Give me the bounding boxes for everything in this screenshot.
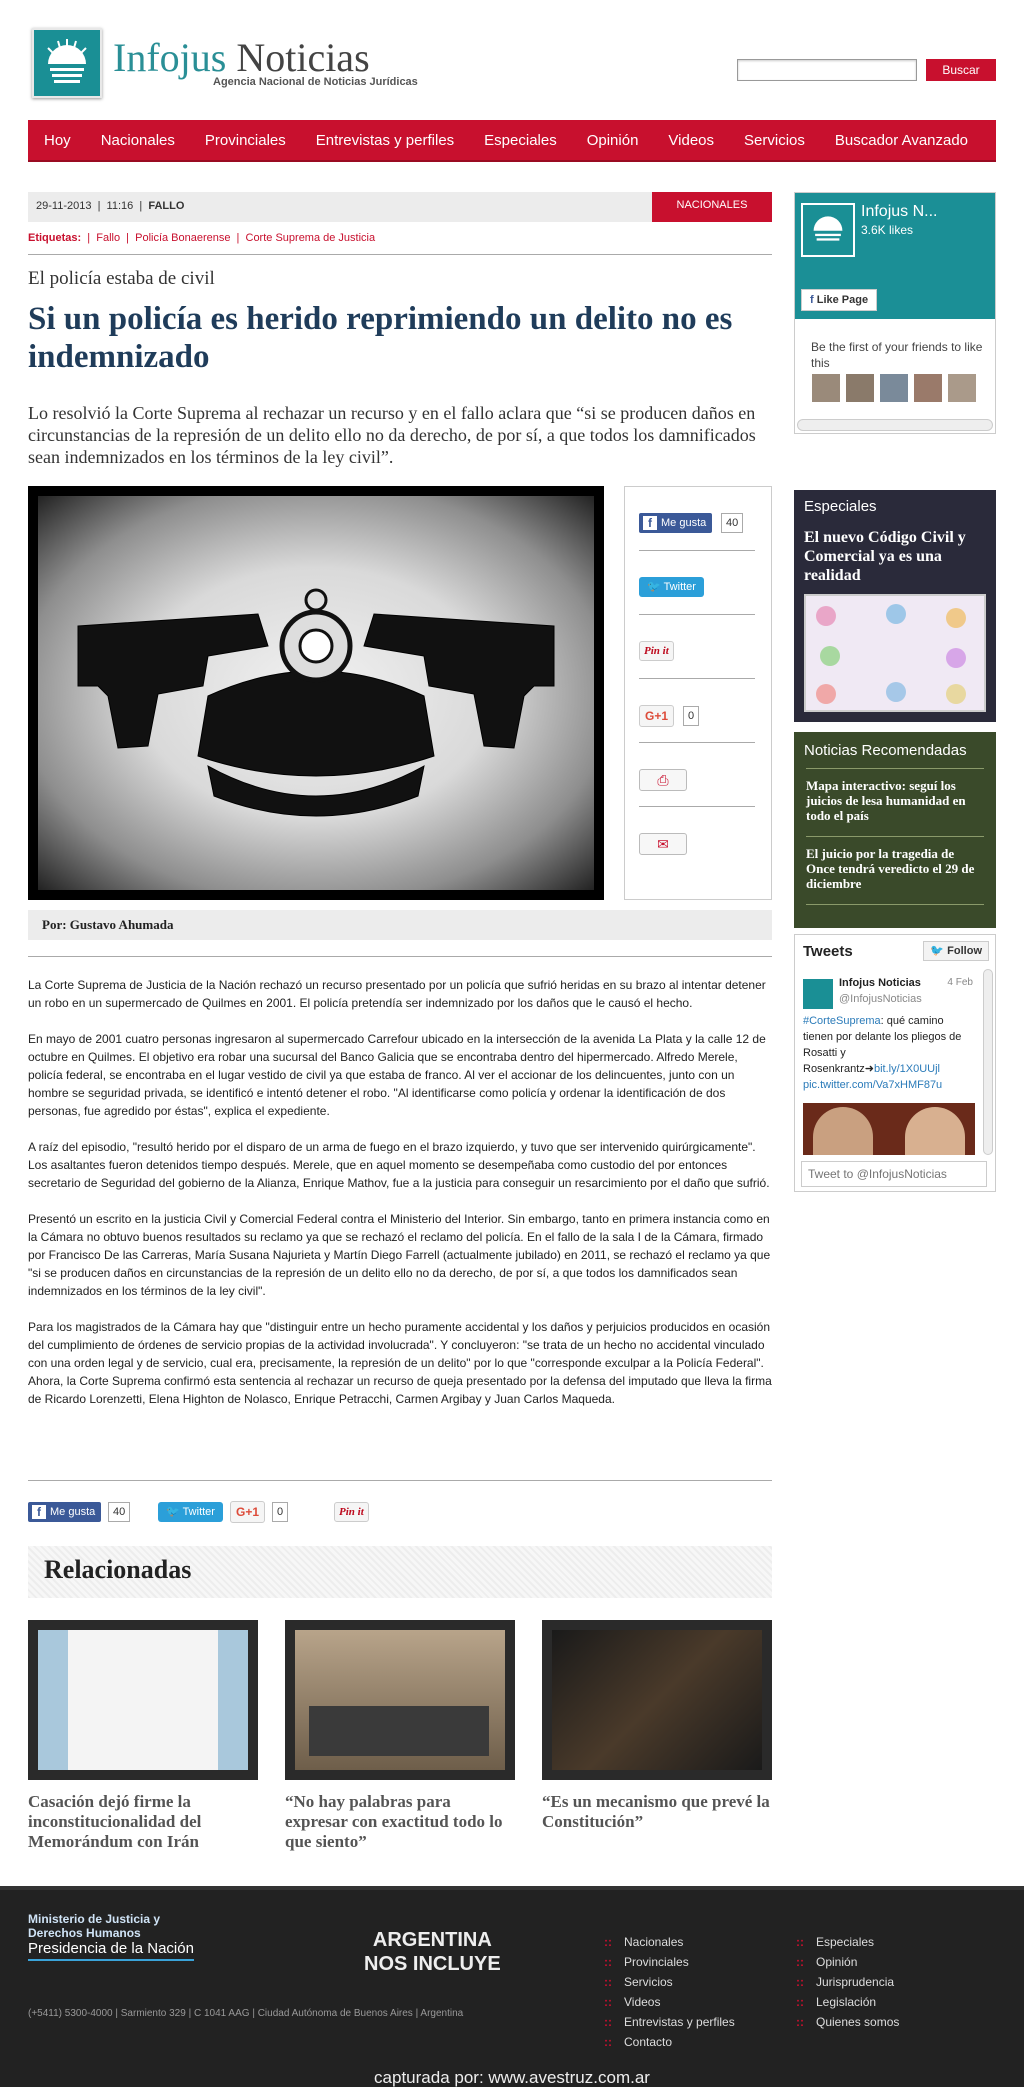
share-pinterest-row xyxy=(639,629,755,679)
google-plus-count: 0 xyxy=(683,706,699,726)
section-badge[interactable]: NACIONALES xyxy=(652,192,772,222)
footer-link[interactable]: :: Opinión xyxy=(796,1952,899,1972)
google-plus-count: 0 xyxy=(272,1502,288,1522)
facebook-icon: f xyxy=(32,1505,46,1519)
nav-buscador-avanzado[interactable]: Buscador Avanzado xyxy=(834,131,969,149)
facebook-like-button[interactable]: f Me gusta xyxy=(28,1502,101,1522)
article-photo xyxy=(28,486,604,900)
footer-link[interactable]: :: Servicios xyxy=(604,1972,735,1992)
author-bar xyxy=(28,910,772,940)
main-nav xyxy=(28,120,996,162)
email-icon[interactable]: ✉ xyxy=(639,833,687,855)
logo-subtitle: Agencia Nacional de Noticias Jurídicas xyxy=(213,76,418,88)
related-heading: Relacionadas xyxy=(44,1555,192,1584)
tweet-author-handle[interactable]: @InfojusNoticias xyxy=(839,993,922,1005)
divider xyxy=(806,836,984,837)
recomendadas-widget xyxy=(794,732,996,928)
facebook-like-button[interactable]: f Me gusta xyxy=(639,513,712,533)
related-title[interactable]: “No hay palabras para expresar con exactitud todo lo que siento” xyxy=(285,1792,503,1851)
related-header xyxy=(28,1546,772,1598)
twitter-bird-icon: 🐦 xyxy=(647,581,661,593)
especiales-widget xyxy=(794,490,996,722)
article-meta-bar xyxy=(28,192,772,222)
share-facebook-row xyxy=(639,501,755,551)
related-card[interactable] xyxy=(285,1620,515,1852)
related-title[interactable]: “Es un mecanismo que prevé la Constitución” xyxy=(542,1792,770,1831)
divider xyxy=(806,904,984,905)
share-email-row xyxy=(639,821,755,871)
google-plus-button[interactable]: G+1 xyxy=(230,1501,265,1523)
tag-link[interactable]: Policía Bonaerense xyxy=(135,232,231,244)
site-logo[interactable] xyxy=(28,24,418,100)
nav-nacionales[interactable]: Nacionales xyxy=(100,131,175,149)
footer-links-col-2 xyxy=(796,1932,899,2032)
related-image xyxy=(28,1620,258,1780)
share-googleplus-row xyxy=(639,693,755,743)
facebook-friends-text: Be the first of your friends to like this xyxy=(811,340,983,370)
nav-provinciales[interactable]: Provinciales xyxy=(204,131,286,149)
pinterest-button[interactable]: Pin it xyxy=(334,1502,369,1522)
tweet-link[interactable]: bit.ly/1X0UUjl xyxy=(873,1063,940,1075)
recommended-link[interactable]: Mapa interactivo: seguí los juicios de lesa humanidad en todo el país xyxy=(806,778,966,823)
friend-avatar[interactable] xyxy=(811,373,841,403)
article-tags: Etiquetas: | Fallo | Policía Bonaerense | Corte Suprema de Justicia xyxy=(28,232,376,244)
especiales-heading: Especiales xyxy=(804,498,877,515)
site-footer xyxy=(0,1886,1024,2087)
twitter-bird-icon: 🐦 xyxy=(166,1506,180,1518)
nav-hoy[interactable]: Hoy xyxy=(44,131,71,149)
twitter-widget-heading: Tweets xyxy=(803,943,853,960)
especiales-image[interactable] xyxy=(804,594,986,712)
share-sidebar xyxy=(624,486,772,900)
body-paragraph: La Corte Suprema de Justicia de la Nación rechazó un recurso presentado por un policía que sufrió heridas en su brazo al intentar detener un robo en un supermercado de Quilmes en 2001. El policía pretendía ser indemnizado por los daños que le causó el hecho. xyxy=(28,978,766,1010)
capture-credit: capturada por: www.avestruz.com.ar xyxy=(374,2068,650,2087)
friend-avatar[interactable] xyxy=(879,373,909,403)
body-paragraph: A raíz del episodio, "resultó herido por el disparo de un arma de fuego en el brazo izquierdo, y tuvo que ser intervenido quirúrgicamente". Los asaltantes fueron detenidos tiempo después. Merele, que en aquel momento se desempeñaba como custodio del por entonces secretario de Seguridad del gobierno de la Alianza, Enrique Mathov, fue a la justicia para conseguir un resarcimiento por el daño que sufrió. xyxy=(28,1140,770,1190)
recommended-link[interactable]: El juicio por la tragedia de Once tendrá veredicto el 29 de diciembre xyxy=(806,846,975,891)
facebook-like-page-button[interactable]: f Like Page xyxy=(801,289,877,311)
facebook-icon: f xyxy=(643,516,657,530)
article-headline: Si un policía es herido reprimiendo un delito no es indemnizado xyxy=(28,301,733,375)
footer-links-col-1 xyxy=(604,1932,735,2052)
friend-avatar[interactable] xyxy=(845,373,875,403)
footer-link[interactable]: :: Especiales xyxy=(796,1932,899,1952)
footer-address: (+5411) 5300-4000 | Sarmiento 329 | C 1041 AAG | Ciudad Autónoma de Buenos Aires | Argentina xyxy=(28,2008,464,2019)
article-datetime: 29-11-2013 | 11:16 | FALLO xyxy=(36,200,185,212)
divider xyxy=(28,1480,772,1481)
facebook-page-name[interactable]: Infojus N... xyxy=(861,203,938,220)
twitter-widget xyxy=(794,934,996,1192)
related-card[interactable] xyxy=(542,1620,772,1832)
facebook-like-count: 40 xyxy=(721,513,743,533)
nav-especiales[interactable]: Especiales xyxy=(484,131,557,149)
twitter-bird-icon: 🐦 xyxy=(930,945,945,957)
footer-link[interactable]: :: Entrevistas y perfiles xyxy=(604,2012,735,2032)
horizontal-scrollbar[interactable] xyxy=(797,419,993,431)
article-lead: Lo resolvió la Corte Suprema al rechazar un recurso y en el fallo aclara que “si se producen daños en circunstancias de la represión de un delito ello no da derecho, de por sí, a que todos los damnificados sean indemnizados en los términos de la ley civil”. xyxy=(28,403,756,467)
argentina-nos-incluye-logo[interactable]: ARGENTINA NOS INCLUYE xyxy=(364,1929,501,1975)
facebook-page-widget xyxy=(794,192,996,434)
nav-entrevistas[interactable]: Entrevistas y perfiles xyxy=(315,131,455,149)
tweet-hashtag[interactable]: #CorteSuprema xyxy=(803,1015,881,1027)
nav-opinion[interactable]: Opinión xyxy=(586,131,639,149)
twitter-share-button[interactable]: 🐦 Twitter xyxy=(639,577,704,597)
facebook-page-logo-icon xyxy=(801,203,855,257)
tag-link[interactable]: Fallo xyxy=(96,232,121,244)
footer-link[interactable]: :: Quienes somos xyxy=(796,2012,899,2032)
tweet-avatar[interactable] xyxy=(803,979,833,1009)
tags-label: Etiquetas: xyxy=(28,232,82,244)
search-input[interactable] xyxy=(737,59,917,81)
pinterest-button[interactable]: Pin it xyxy=(639,641,674,661)
tag-link[interactable]: Corte Suprema de Justicia xyxy=(245,232,376,244)
logo-emblem-icon xyxy=(32,28,102,98)
article-author: Por: Gustavo Ahumada xyxy=(42,917,174,932)
twitter-share-button[interactable]: 🐦 Twitter xyxy=(158,1502,223,1522)
related-image xyxy=(285,1620,515,1780)
body-paragraph: En mayo de 2001 cuatro personas ingresaron al supermercado Carrefour ubicado en la intersección de la avenida La Plata y la calle 12 de octubre en Quilmes. El objetivo era robar una sucursal del Banco Galicia que se encontraba dentro del hipermercado. Alfredo Merele, policía federal, se encontraba en el lugar vestido de civil ya que estaba de franco. Al ver el accionar de los delincuentes, junto con un hombre se seguridad privada, se identificó e intentó detener el robo. "Al identificarse como policía y ordenar la identificación de dos personas, fue agredido por éstas", explica el expediente. xyxy=(28,1032,766,1118)
logo-title: Infojus Noticias xyxy=(113,35,370,80)
article-body xyxy=(28,976,772,1426)
body-paragraph: Para los magistrados de la Cámara hay que "distinguir entre un hecho puramente accidental y los daños y perjuicios producidos en ocasión del cumplimiento de órdenes de servicio propias de la actividad involucrada". Y concluyeron: "se trata de un hecho no accidental vinculado con una orden legal y de servicio, cual era, precisamente, la represión de un delito" por lo que "corresponde exculpar a la Policía Federal". Ahora, la Corte Suprema confirmó esta sentencia al rechazar un recurso de queja presentado por la defensa del imputado que lleva la firma de Ricardo Lorenzetti, Elena Highton de Nolasco, Enrique Petracchi, Carmen Argibay y Juan Carlos Maqueda. xyxy=(28,1320,772,1406)
tweet-image[interactable] xyxy=(803,1103,975,1155)
tweet-date[interactable]: 4 Feb xyxy=(947,977,973,988)
search-button[interactable]: Buscar xyxy=(926,59,996,81)
facebook-cover xyxy=(795,193,995,319)
tweet-compose-input[interactable] xyxy=(801,1161,987,1187)
related-image xyxy=(542,1620,772,1780)
divider xyxy=(28,956,772,957)
presidencia-logo-text[interactable]: Presidencia de la Nación xyxy=(28,1940,194,1961)
facebook-page-likes: 3.6K likes xyxy=(861,223,914,237)
recomendadas-heading: Noticias Recomendadas xyxy=(804,742,967,759)
twitter-follow-button[interactable]: 🐦 Follow xyxy=(923,941,989,961)
especiales-title[interactable]: El nuevo Código Civil y Comercial ya es una realidad xyxy=(804,529,966,584)
footer-link[interactable]: :: Contacto xyxy=(604,2032,735,2052)
tweet-pic-link[interactable]: pic.twitter.com/Va7xHMF87u xyxy=(803,1079,943,1091)
divider xyxy=(28,254,772,255)
site-header xyxy=(28,24,996,104)
google-plus-button[interactable]: G+1 xyxy=(639,705,674,727)
footer-link[interactable]: :: Videos xyxy=(604,1992,735,2012)
body-paragraph: Presentó un escrito en la justicia Civil y Comercial Federal contra el Ministerio del Interior. Sin embargo, tanto en primera instancia como en la Cámara no obtuvo buenos resultados su reclamo ya que se rechazó el reclamo del policía. En el fallo de la sala I de la Cámara, firmado por Francisco De las Carreras, María Susana Najurieta y Martín Diego Farrell (actualmente jubilado) en 2011, se rechazó el reclamo ya que "si se producen daños en circunstancias de la represión de un delito ello no da derecho, de por sí, a que todos los damnificados sean indemnizados en los términos de la ley civil". xyxy=(28,1212,771,1298)
related-card[interactable] xyxy=(28,1620,258,1852)
print-icon[interactable]: ⎙ xyxy=(639,769,687,791)
facebook-like-count: 40 xyxy=(108,1502,130,1522)
ministerio-logo-text[interactable]: Ministerio de Justicia y Derechos Humanos xyxy=(28,1912,161,1940)
share-bar-bottom xyxy=(28,1500,772,1526)
footer-link[interactable]: :: Jurisprudencia xyxy=(796,1972,899,1992)
friend-avatar[interactable] xyxy=(913,373,943,403)
footer-link[interactable]: :: Nacionales xyxy=(604,1932,735,1952)
footer-link[interactable]: :: Legislación xyxy=(796,1992,899,2012)
article-kicker: El policía estaba de civil xyxy=(28,268,215,289)
share-print-row xyxy=(639,757,755,807)
related-title[interactable]: Casación dejó firme la inconstitucionalidad del Memorándum con Irán xyxy=(28,1792,202,1851)
nav-videos[interactable]: Videos xyxy=(668,131,715,149)
facebook-icon: f xyxy=(810,294,814,306)
share-twitter-row xyxy=(639,565,755,615)
footer-link[interactable]: :: Provinciales xyxy=(604,1952,735,1972)
divider xyxy=(806,768,984,769)
nav-servicios[interactable]: Servicios xyxy=(744,131,805,149)
tweet-text: #CorteSuprema: qué camino tienen por delante los pliegos de Rosatti y Rosenkrantz➜bit.ly/1X0UUjl pic.twitter.com/Va7xHMF87u xyxy=(803,1015,962,1091)
friend-avatar[interactable] xyxy=(947,373,977,403)
tweet-author-name[interactable]: Infojus Noticias xyxy=(839,977,921,989)
vertical-scrollbar[interactable] xyxy=(983,969,993,1155)
